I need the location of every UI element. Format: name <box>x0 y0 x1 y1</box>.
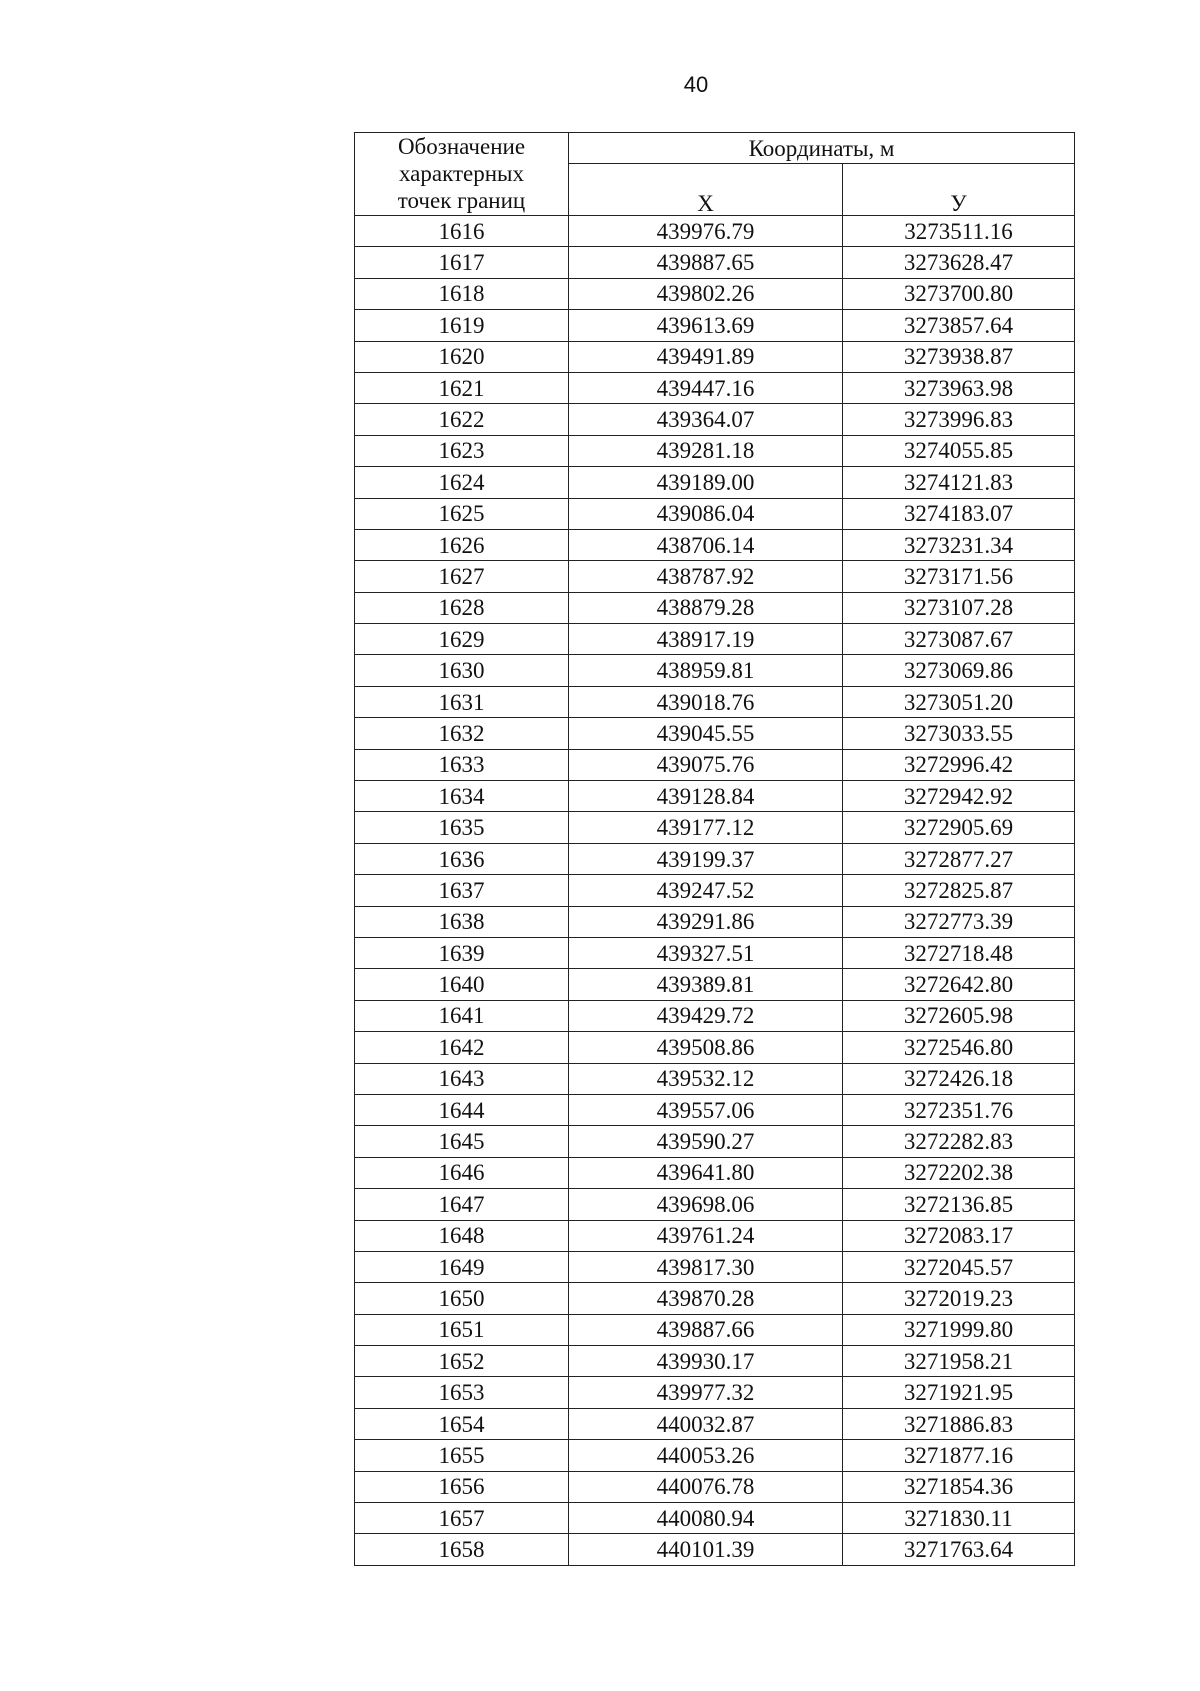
x-cell: 439641.80 <box>569 1157 843 1188</box>
point-cell: 1640 <box>355 969 569 1000</box>
page-number: 40 <box>683 72 709 97</box>
table-row <box>355 718 1075 749</box>
table-row <box>355 216 1075 247</box>
y-cell: 3272996.42 <box>843 749 1075 780</box>
table-row <box>355 624 1075 655</box>
y-cell: 3273857.64 <box>843 310 1075 341</box>
y-cell: 3271958.21 <box>843 1346 1075 1377</box>
table-row <box>355 1283 1075 1314</box>
point-cell: 1649 <box>355 1251 569 1282</box>
y-cell: 3273938.87 <box>843 341 1075 372</box>
table-row <box>355 1408 1075 1439</box>
y-cell: 3272718.48 <box>843 937 1075 968</box>
point-cell: 1628 <box>355 592 569 623</box>
table-row <box>355 467 1075 498</box>
table-row <box>355 906 1075 937</box>
table-row <box>355 1094 1075 1125</box>
y-cell: 3273087.67 <box>843 624 1075 655</box>
y-cell: 3271999.80 <box>843 1314 1075 1345</box>
x-cell: 439977.32 <box>569 1377 843 1408</box>
x-column-header: Х <box>569 164 843 216</box>
point-cell: 1653 <box>355 1377 569 1408</box>
y-cell: 3273511.16 <box>843 216 1075 247</box>
point-cell: 1650 <box>355 1283 569 1314</box>
table-row <box>355 1471 1075 1502</box>
x-cell: 439557.06 <box>569 1094 843 1125</box>
point-cell: 1648 <box>355 1220 569 1251</box>
x-cell: 439761.24 <box>569 1220 843 1251</box>
point-cell: 1634 <box>355 781 569 812</box>
y-cell: 3272905.69 <box>843 812 1075 843</box>
x-cell: 439887.65 <box>569 247 843 278</box>
point-cell: 1620 <box>355 341 569 372</box>
table-row <box>355 686 1075 717</box>
table-row <box>355 969 1075 1000</box>
y-cell: 3271854.36 <box>843 1471 1075 1502</box>
x-cell: 440080.94 <box>569 1503 843 1534</box>
y-cell: 3271886.83 <box>843 1408 1075 1439</box>
x-cell: 439698.06 <box>569 1189 843 1220</box>
x-cell: 439045.55 <box>569 718 843 749</box>
y-cell: 3271877.16 <box>843 1440 1075 1471</box>
x-cell: 439128.84 <box>569 781 843 812</box>
point-designation-header <box>355 133 569 216</box>
x-cell: 439177.12 <box>569 812 843 843</box>
point-cell: 1645 <box>355 1126 569 1157</box>
y-cell: 3273051.20 <box>843 686 1075 717</box>
x-cell: 439291.86 <box>569 906 843 937</box>
y-cell: 3272019.23 <box>843 1283 1075 1314</box>
point-cell: 1633 <box>355 749 569 780</box>
point-cell: 1626 <box>355 529 569 560</box>
x-cell: 439491.89 <box>569 341 843 372</box>
y-cell: 3272202.38 <box>843 1157 1075 1188</box>
x-cell: 439018.76 <box>569 686 843 717</box>
point-cell: 1658 <box>355 1534 569 1565</box>
point-cell: 1656 <box>355 1471 569 1502</box>
point-cell: 1616 <box>355 216 569 247</box>
table-row <box>355 1000 1075 1031</box>
y-cell: 3272136.85 <box>843 1189 1075 1220</box>
point-cell: 1623 <box>355 435 569 466</box>
point-cell: 1646 <box>355 1157 569 1188</box>
x-cell: 439086.04 <box>569 498 843 529</box>
x-cell: 438879.28 <box>569 592 843 623</box>
point-cell: 1641 <box>355 1000 569 1031</box>
table-row <box>355 1377 1075 1408</box>
y-cell: 3272942.92 <box>843 781 1075 812</box>
y-cell: 3274055.85 <box>843 435 1075 466</box>
table-row <box>355 1346 1075 1377</box>
point-cell: 1629 <box>355 624 569 655</box>
y-cell: 3273231.34 <box>843 529 1075 560</box>
x-cell: 439870.28 <box>569 1283 843 1314</box>
table-row <box>355 435 1075 466</box>
table-row <box>355 937 1075 968</box>
table-row <box>355 1314 1075 1345</box>
x-cell: 439930.17 <box>569 1346 843 1377</box>
x-cell: 439281.18 <box>569 435 843 466</box>
table-row <box>355 1157 1075 1188</box>
y-cell: 3273033.55 <box>843 718 1075 749</box>
table-row <box>355 749 1075 780</box>
table-row <box>355 278 1075 309</box>
table-row <box>355 592 1075 623</box>
point-cell: 1618 <box>355 278 569 309</box>
point-cell: 1630 <box>355 655 569 686</box>
x-cell: 438959.81 <box>569 655 843 686</box>
coordinates-table <box>354 132 1075 1566</box>
x-cell: 440032.87 <box>569 1408 843 1439</box>
table-row <box>355 1032 1075 1063</box>
table-row <box>355 310 1075 341</box>
y-column-header: У <box>843 164 1075 216</box>
y-cell: 3271921.95 <box>843 1377 1075 1408</box>
point-cell: 1639 <box>355 937 569 968</box>
y-cell: 3273996.83 <box>843 404 1075 435</box>
point-header-line-1: Обозначение <box>397 134 526 159</box>
table-row <box>355 1126 1075 1157</box>
point-cell: 1651 <box>355 1314 569 1345</box>
x-cell: 439199.37 <box>569 843 843 874</box>
y-cell: 3272825.87 <box>843 875 1075 906</box>
x-cell: 440053.26 <box>569 1440 843 1471</box>
x-cell: 438917.19 <box>569 624 843 655</box>
x-cell: 439447.16 <box>569 372 843 403</box>
x-cell: 439613.69 <box>569 310 843 341</box>
coordinates-header: Координаты, м <box>569 133 1075 164</box>
y-cell: 3273107.28 <box>843 592 1075 623</box>
x-cell: 439802.26 <box>569 278 843 309</box>
y-cell: 3274183.07 <box>843 498 1075 529</box>
table-body <box>355 216 1075 1566</box>
table-row <box>355 404 1075 435</box>
point-cell: 1621 <box>355 372 569 403</box>
y-cell: 3273628.47 <box>843 247 1075 278</box>
x-cell: 439887.66 <box>569 1314 843 1345</box>
point-cell: 1638 <box>355 906 569 937</box>
x-cell: 439075.76 <box>569 749 843 780</box>
table-row <box>355 1251 1075 1282</box>
y-cell: 3274121.83 <box>843 467 1075 498</box>
x-cell: 440101.39 <box>569 1534 843 1565</box>
y-cell: 3271830.11 <box>843 1503 1075 1534</box>
point-cell: 1636 <box>355 843 569 874</box>
point-cell: 1652 <box>355 1346 569 1377</box>
table-row <box>355 875 1075 906</box>
point-cell: 1622 <box>355 404 569 435</box>
y-cell: 3272351.76 <box>843 1094 1075 1125</box>
y-cell: 3272605.98 <box>843 1000 1075 1031</box>
x-cell: 439817.30 <box>569 1251 843 1282</box>
table-row <box>355 247 1075 278</box>
x-cell: 439364.07 <box>569 404 843 435</box>
x-cell: 438706.14 <box>569 529 843 560</box>
point-cell: 1625 <box>355 498 569 529</box>
table-row <box>355 1220 1075 1251</box>
y-cell: 3272083.17 <box>843 1220 1075 1251</box>
y-cell: 3273069.86 <box>843 655 1075 686</box>
point-cell: 1654 <box>355 1408 569 1439</box>
point-cell: 1642 <box>355 1032 569 1063</box>
y-cell: 3272426.18 <box>843 1063 1075 1094</box>
point-cell: 1631 <box>355 686 569 717</box>
table-row <box>355 1189 1075 1220</box>
table-row <box>355 1534 1075 1565</box>
table-row <box>355 843 1075 874</box>
y-cell: 3272546.80 <box>843 1032 1075 1063</box>
x-cell: 439189.00 <box>569 467 843 498</box>
table-row <box>355 341 1075 372</box>
point-cell: 1643 <box>355 1063 569 1094</box>
x-cell: 439976.79 <box>569 216 843 247</box>
table-row <box>355 529 1075 560</box>
y-cell: 3272282.83 <box>843 1126 1075 1157</box>
y-cell: 3273700.80 <box>843 278 1075 309</box>
x-cell: 439429.72 <box>569 1000 843 1031</box>
x-cell: 440076.78 <box>569 1471 843 1502</box>
point-cell: 1624 <box>355 467 569 498</box>
x-cell: 439508.86 <box>569 1032 843 1063</box>
x-cell: 439389.81 <box>569 969 843 1000</box>
point-cell: 1619 <box>355 310 569 341</box>
table-header <box>355 133 1075 216</box>
table-row <box>355 1503 1075 1534</box>
y-cell: 3273171.56 <box>843 561 1075 592</box>
point-header-line-3: точек границ <box>397 188 526 213</box>
y-cell: 3272773.39 <box>843 906 1075 937</box>
table-row <box>355 1063 1075 1094</box>
y-cell: 3273963.98 <box>843 372 1075 403</box>
y-cell: 3272642.80 <box>843 969 1075 1000</box>
y-cell: 3272045.57 <box>843 1251 1075 1282</box>
table-row <box>355 498 1075 529</box>
point-cell: 1647 <box>355 1189 569 1220</box>
table-row <box>355 655 1075 686</box>
point-cell: 1632 <box>355 718 569 749</box>
table-row <box>355 812 1075 843</box>
table-row <box>355 781 1075 812</box>
point-cell: 1657 <box>355 1503 569 1534</box>
point-cell: 1644 <box>355 1094 569 1125</box>
point-cell: 1637 <box>355 875 569 906</box>
x-cell: 439532.12 <box>569 1063 843 1094</box>
point-cell: 1627 <box>355 561 569 592</box>
table-row <box>355 561 1075 592</box>
point-header-line-2: характерных <box>398 161 524 186</box>
table-row <box>355 1440 1075 1471</box>
point-cell: 1635 <box>355 812 569 843</box>
x-cell: 438787.92 <box>569 561 843 592</box>
x-cell: 439327.51 <box>569 937 843 968</box>
table-row <box>355 372 1075 403</box>
y-cell: 3271763.64 <box>843 1534 1075 1565</box>
point-cell: 1655 <box>355 1440 569 1471</box>
x-cell: 439247.52 <box>569 875 843 906</box>
y-cell: 3272877.27 <box>843 843 1075 874</box>
x-cell: 439590.27 <box>569 1126 843 1157</box>
point-cell: 1617 <box>355 247 569 278</box>
